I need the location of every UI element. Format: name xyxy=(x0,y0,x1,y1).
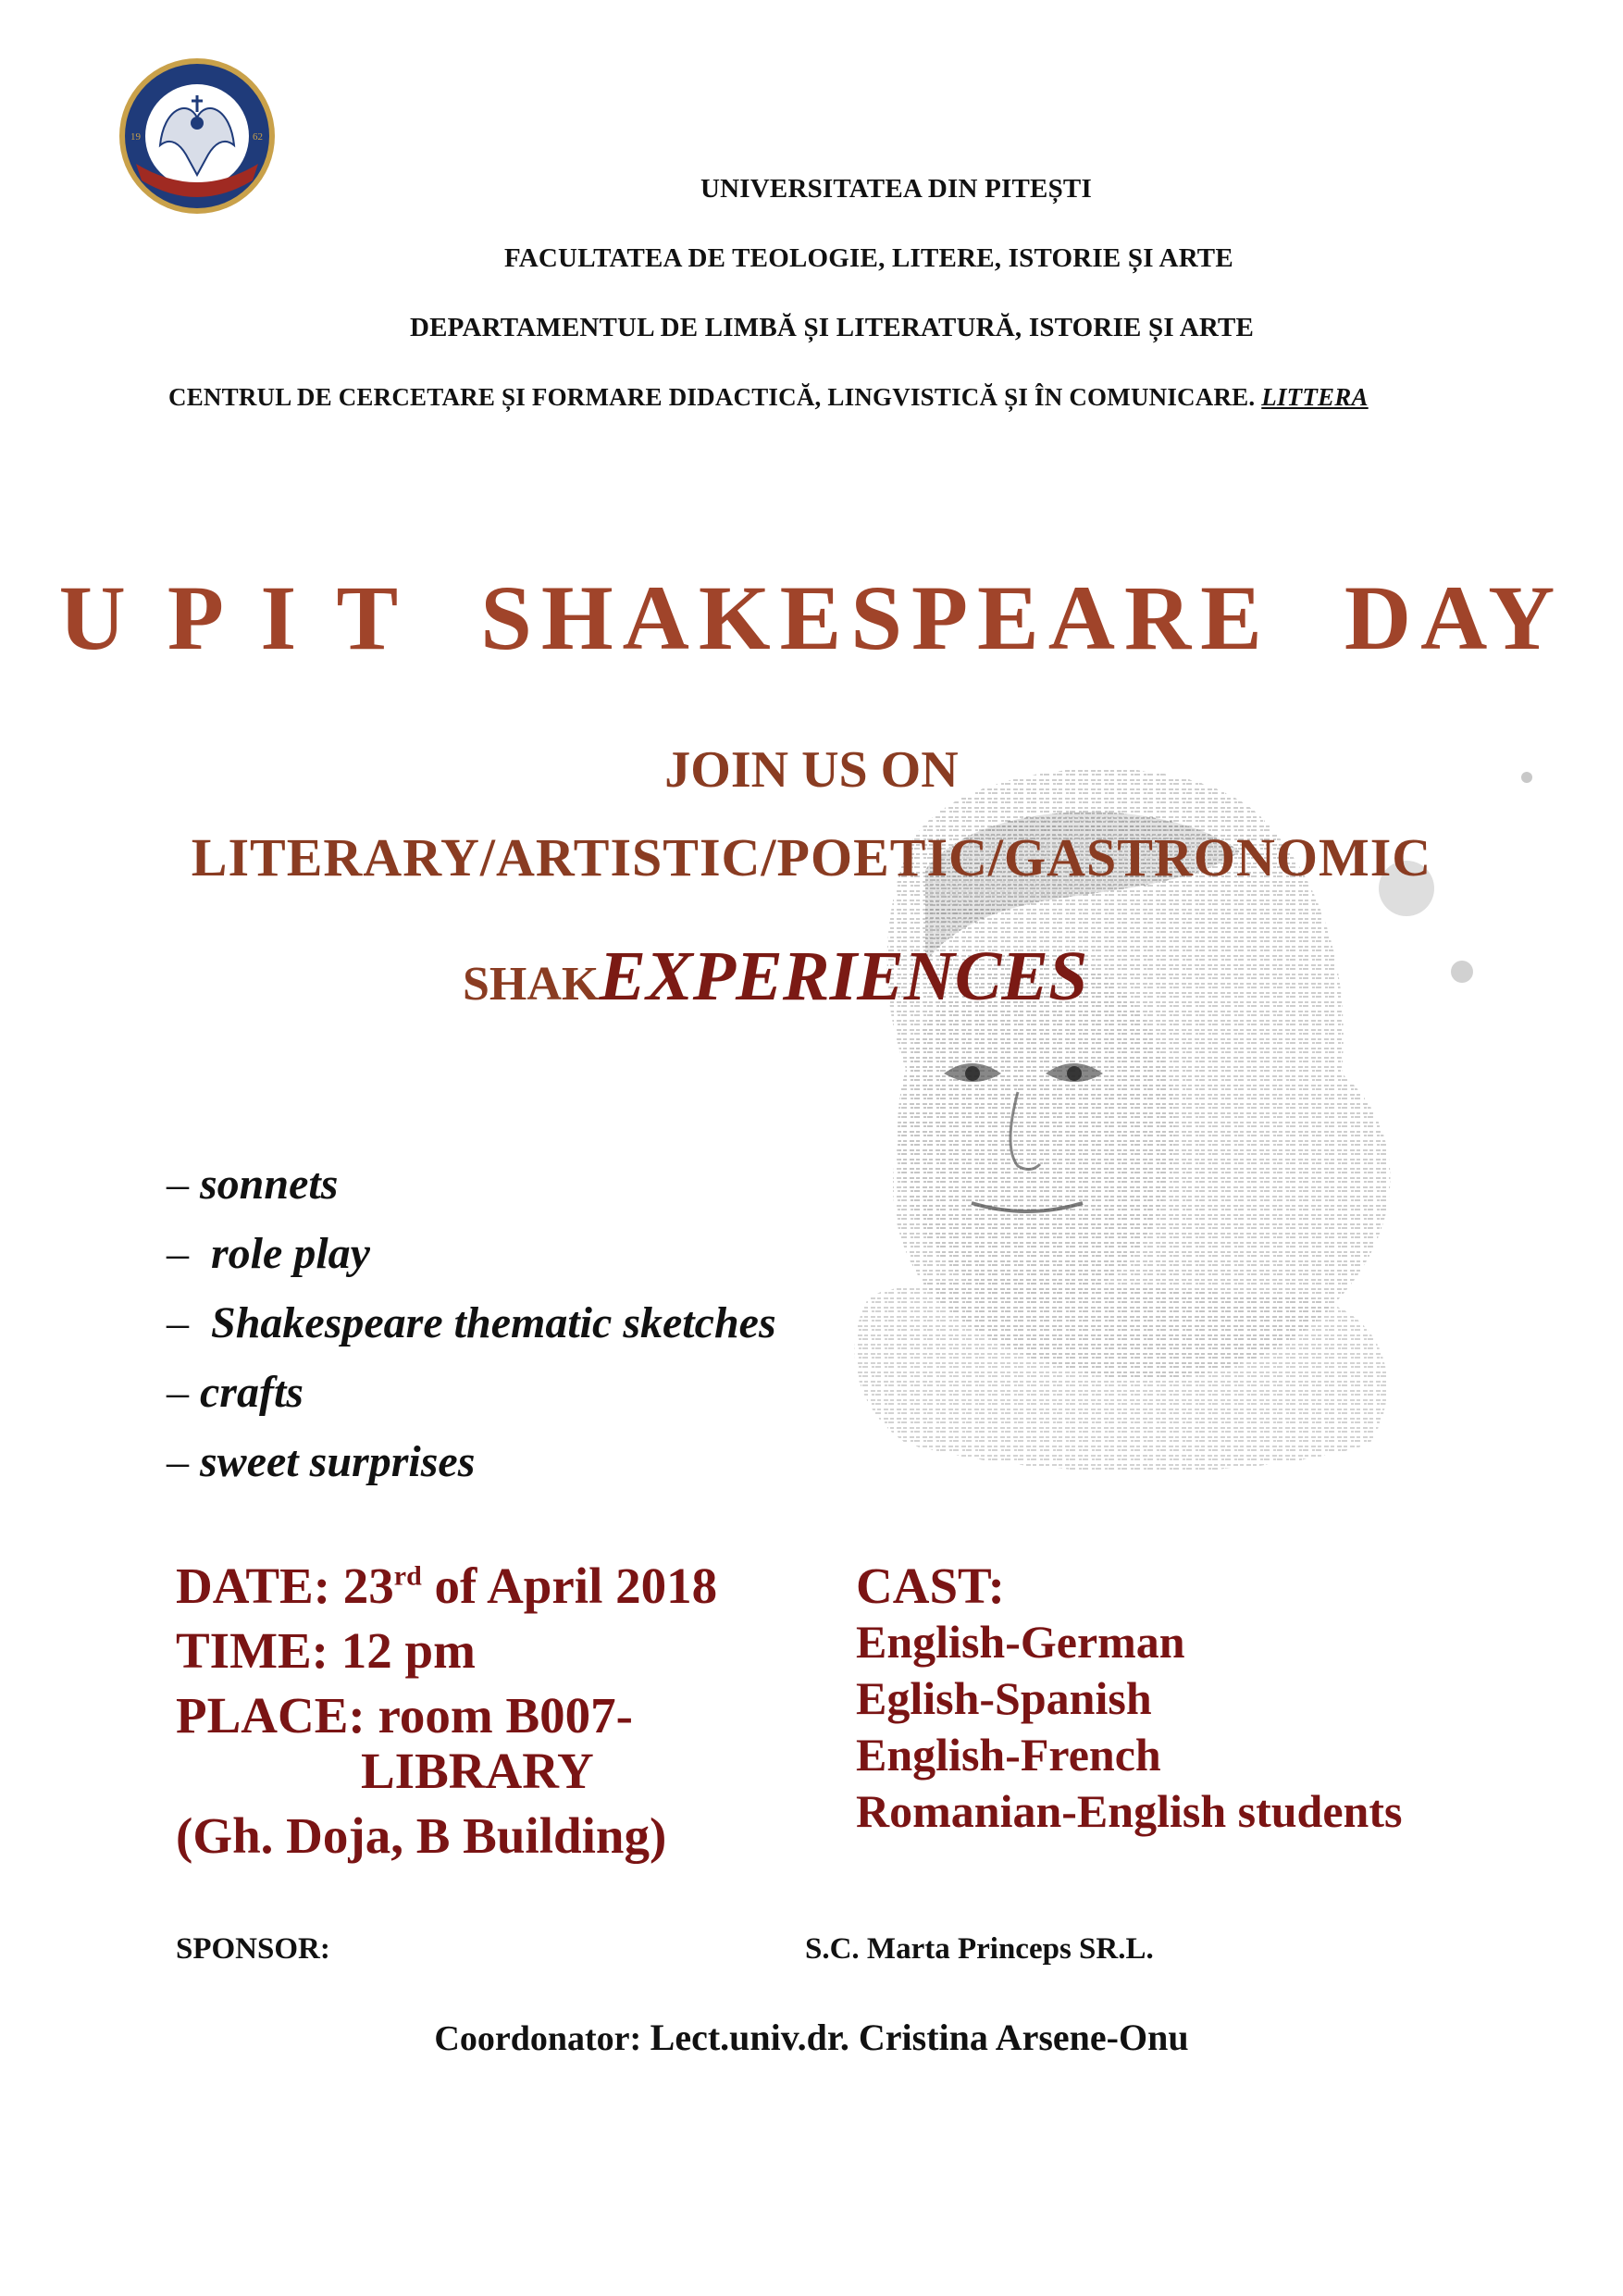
header-department: DEPARTAMENTUL DE LIMBĂ ȘI LITERATURĂ, ISTORIE ȘI ARTE xyxy=(410,313,1255,342)
place-line: PLACE: room B007- xyxy=(176,1687,633,1744)
seal-year-left: 19 xyxy=(130,131,141,143)
activity-item: – crafts xyxy=(167,1368,304,1417)
research-center-name: CENTRUL DE CERCETARE ȘI FORMARE DIDACTICĂ, LINGVISTICĂ ȘI ÎN COMUNICARE. xyxy=(168,383,1256,411)
title-shakespeare: SHAKESPEARE xyxy=(480,566,1271,669)
title-upit: U P I T xyxy=(58,566,408,669)
cast-label: CAST: xyxy=(856,1558,1005,1614)
cast-item: English-German xyxy=(856,1616,1185,1668)
header-university: UNIVERSITATEA DIN PITEȘTI xyxy=(700,174,1092,204)
event-title xyxy=(0,565,1623,671)
university-seal-logo xyxy=(72,57,331,215)
header-research-center xyxy=(168,383,1369,412)
activity-item: – role play xyxy=(167,1229,370,1278)
shak-experiences: EXPERIENCES xyxy=(599,937,1088,1015)
shakexperiences-heading xyxy=(463,937,1295,1017)
research-center-littera: LITTERA xyxy=(1261,383,1369,411)
cast-item: Eglish-Spanish xyxy=(856,1672,1152,1724)
coordinator-label: Coordonator: xyxy=(434,2019,642,2058)
sponsor-name: S.C. Marta Princeps SR.L. xyxy=(805,1932,1154,1966)
activity-item: – sweet surprises xyxy=(167,1437,476,1486)
join-us-heading: JOIN US ON xyxy=(664,741,959,799)
cast-item: English-French xyxy=(856,1729,1161,1781)
activity-item: – sonnets xyxy=(167,1160,339,1209)
activity-item: – Shakespeare thematic sketches xyxy=(167,1298,776,1347)
title-day: DAY xyxy=(1344,566,1565,669)
header-faculty: FACULTATEA DE TEOLOGIE, LITERE, ISTORIE ȘI ARTE xyxy=(504,243,1233,273)
coordinator-name: Lect.univ.dr. Cristina Arsene-Onu xyxy=(650,2017,1189,2058)
sponsor-label: SPONSOR: xyxy=(176,1932,330,1966)
time-line: TIME: 12 pm xyxy=(176,1622,476,1679)
place-address: (Gh. Doja, B Building) xyxy=(176,1807,667,1864)
seal-year-right: 62 xyxy=(253,131,263,143)
shak-prefix: SHAK xyxy=(463,958,600,1011)
date-line: DATE: 23rd of April 2018 xyxy=(176,1558,718,1614)
place-line-library: LIBRARY xyxy=(361,1743,594,1799)
cast-item: Romanian-English students xyxy=(856,1785,1403,1837)
experience-kinds: LITERARY/ARTISTIC/POETIC/GASTRONOMIC xyxy=(191,827,1432,887)
coordinator-line xyxy=(0,2016,1623,2059)
